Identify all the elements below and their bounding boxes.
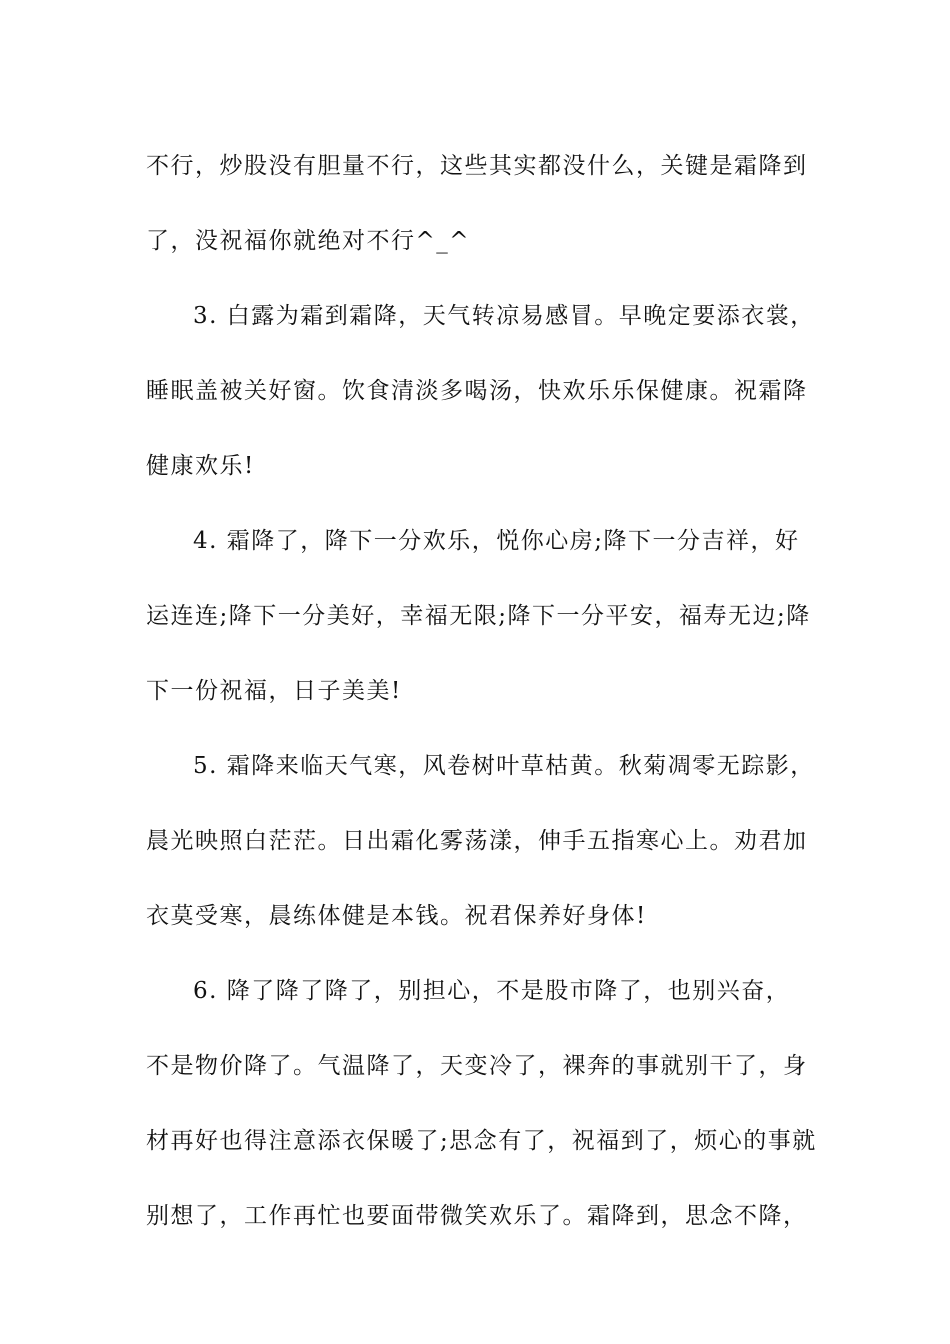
text-line: 睡眠盖被关好窗。饮食清淡多喝汤，快欢乐乐保健康。祝霜降 <box>146 378 808 404</box>
text-line: 6. 降了降了降了，别担心，不是股市降了，也别兴奋， <box>193 978 791 1004</box>
text-line: 材再好也得注意添衣保暖了;思念有了，祝福到了，烦心的事就 <box>146 1128 817 1154</box>
text-line: 别想了，工作再忙也要面带微笑欢乐了。霜降到，思念不降， <box>146 1203 808 1229</box>
text-line: 健康欢乐! <box>146 453 255 479</box>
text-line: 了，没祝福你就绝对不行^_^ <box>146 228 471 254</box>
text-line: 4. 霜降了，降下一分欢乐，悦你心房;降下一分吉祥，好 <box>193 528 800 554</box>
text-line: 晨光映照白茫茫。日出霜化雾荡漾，伸手五指寒心上。劝君加 <box>146 828 808 854</box>
text-line: 不行，炒股没有胆量不行，这些其实都没什么，关键是霜降到 <box>146 153 808 179</box>
text-line: 衣莫受寒，晨练体健是本钱。祝君保养好身体! <box>146 903 647 929</box>
document-body <box>146 129 826 1254</box>
text-line: 5. 霜降来临天气寒，风卷树叶草枯黄。秋菊凋零无踪影， <box>193 753 815 779</box>
text-line: 运连连;降下一分美好，幸福无限;降下一分平安，福寿无边;降 <box>146 603 811 629</box>
text-line: 3. 白露为霜到霜降，天气转凉易感冒。早晚定要添衣裳， <box>193 303 815 329</box>
text-line: 不是物价降了。气温降了，天变冷了，裸奔的事就别干了，身 <box>146 1053 808 1079</box>
text-line: 下一份祝福，日子美美! <box>146 678 402 704</box>
